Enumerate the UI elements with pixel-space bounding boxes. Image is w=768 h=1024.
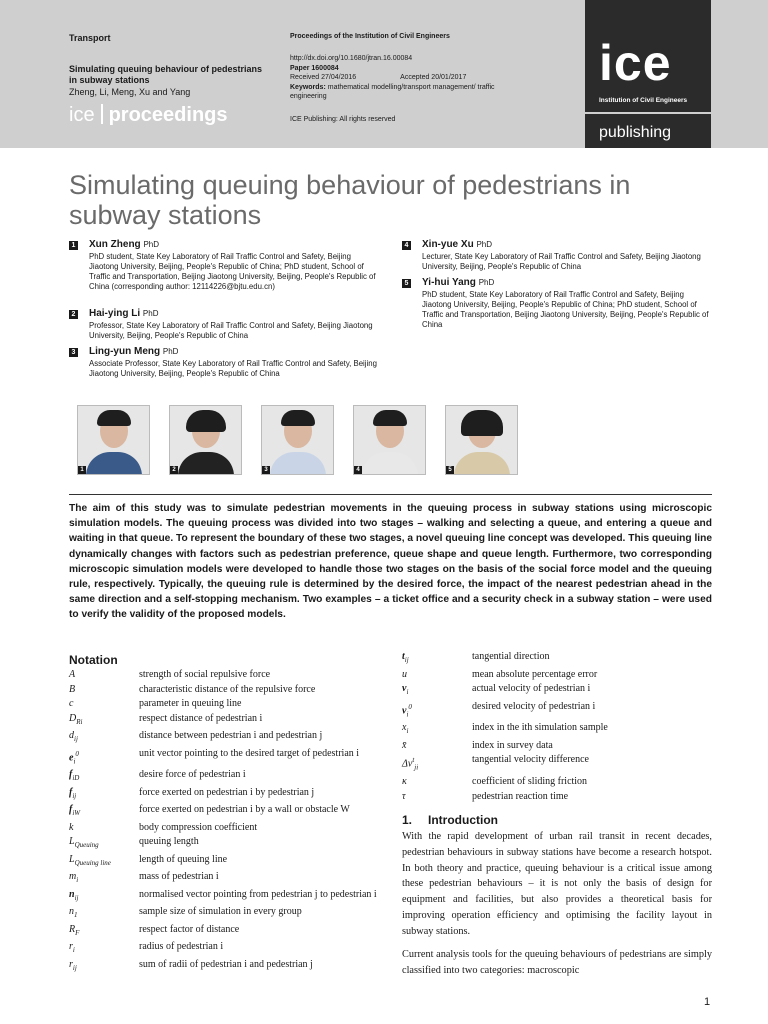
notation-row: $m_i$ mass of pedestrian i xyxy=(69,871,219,885)
notation-row: $D_{Ri}$ respect distance of pedestrian i xyxy=(69,712,263,726)
notation-row: A strength of social repulsive force xyxy=(69,669,271,680)
section-number: 1. xyxy=(402,813,413,827)
section-title: Introduction xyxy=(428,813,498,827)
logo-divider xyxy=(585,112,711,114)
notation-row: $v_i$ actual velocity of pedestrian i xyxy=(402,683,591,696)
notation-row: k body compression coefficient xyxy=(69,821,258,833)
author-affiliation: Associate Professor, State Key Laboratory of Rail Traffic Control and Safety, Beijing Jiaotong University, Beijing, People's Republic of China xyxy=(89,359,377,378)
notation-row: u mean absolute percentage error xyxy=(402,668,598,680)
keywords-label: Keywords: xyxy=(290,83,326,91)
author-photo-5 xyxy=(445,405,518,475)
notation-row: $v_i^0$ desired velocity of pedestrian i xyxy=(402,700,596,718)
notation-list-left xyxy=(69,668,379,975)
logo-institution: Institution of Civil Engineers xyxy=(599,97,688,104)
photo-label: 1 xyxy=(78,466,86,474)
author-affiliation: Professor, State Key Laboratory of Rail Traffic Control and Safety, Beijing Jiaotong University, Beijing, People's Republic of China xyxy=(89,321,373,340)
ice-proceedings-brand xyxy=(69,104,228,127)
notation-row: $L_{Queuing line}$ length of queuing line xyxy=(69,853,228,867)
brand-ice: ice xyxy=(69,104,95,126)
notation-row: $t_{ij}$ tangential direction xyxy=(402,651,550,664)
notation-row: $f_{iD}$ desire force of pedestrian i xyxy=(69,769,246,783)
author-affiliation: PhD student, State Key Laboratory of Rail Traffic Control and Safety, Beijing Jiaotong University, Beijing, People's Republic of China; PhD student, School of Traffic and Transportation, Beijing Jiaotong University, Beijing, People's Republic of China (corresponding author: 12114226@bjtu.edu.cn) xyxy=(89,252,376,291)
photo-label: 2 xyxy=(170,466,178,474)
author-photo-2 xyxy=(169,405,242,475)
author-name: Xin-yue Xu PhD xyxy=(422,239,493,250)
running-title: Simulating queuing behaviour of pedestrians in subway stations xyxy=(69,64,263,85)
intro-paragraph-1: With the rapid development of urban rail transit in recent decades, pedestrian behaviours in subway stations have become a research hotspot. In both theory and practice, queuing behaviour is a critical issue among these pedestrian behaviours – it is not only the basis of design for equipment and facilities, but also provides a theoretical basis for improving operation efficiency and optimising the facility layout in subway stations. xyxy=(402,831,712,937)
notation-row: κ coefficient of sliding friction xyxy=(402,776,588,788)
notation-row: B characteristic distance of the repulsive force xyxy=(69,683,316,695)
notation-row: c parameter in queuing line xyxy=(69,698,242,709)
notation-row: $n_{ij}$ normalised vector pointing from pedestrian j to pedestrian i xyxy=(69,888,377,902)
journal-header xyxy=(0,0,768,148)
author-affiliation: Lecturer, State Key Laboratory of Rail Traffic Control and Safety, Beijing Jiaotong University, Beijing, People's Republic of China xyxy=(422,252,701,271)
journal-name: Proceedings of the Institution of Civil Engineers xyxy=(290,33,450,40)
notation-row: $x_i$ index in the ith simulation sample xyxy=(402,722,608,736)
page-number: 1 xyxy=(704,996,711,1008)
article-meta xyxy=(290,54,520,102)
notation-list-right xyxy=(402,650,712,804)
photo-label: 5 xyxy=(446,466,454,474)
accepted-date: Accepted 20/01/2017 xyxy=(400,74,467,81)
author-photo-1 xyxy=(77,405,150,475)
notation-row: x̄ index in survey data xyxy=(402,739,553,751)
brand-separator xyxy=(101,104,103,124)
photo-label: 4 xyxy=(354,466,362,474)
notation-heading: Notation xyxy=(69,653,118,667)
logo-ice-word: ice xyxy=(599,35,672,91)
photo-label: 3 xyxy=(262,466,270,474)
author-number: 3 xyxy=(69,348,78,357)
intro-paragraph-2: Current analysis tools for the queuing behaviours of pedestrians are simply classified into two categories: macroscopic xyxy=(402,949,712,976)
notation-row: τ pedestrian reaction time xyxy=(402,790,569,802)
notation-row: $L_{Queuing}$ queuing length xyxy=(69,836,199,850)
author-name: Xun Zheng PhD xyxy=(89,239,160,250)
author-name: Yi-hui Yang PhD xyxy=(422,277,495,288)
author-affiliation: PhD student, State Key Laboratory of Rail Traffic Control and Safety, Beijing Jiaotong University, Beijing, People's Republic of China; PhD student, School of Traffic and Transportation, Beijing Jiaotong University, Beijing, People's Republic of China xyxy=(422,290,709,329)
running-authors: Zheng, Li, Meng, Xu and Yang xyxy=(69,87,191,97)
notation-row: $f_{ij}$ force exerted on pedestrian i by pedestrian j xyxy=(69,786,315,800)
author-number: 5 xyxy=(402,279,411,288)
received-date: Received 27/04/2016 xyxy=(290,74,357,81)
author-number: 1 xyxy=(69,241,78,250)
notation-row: $\Delta v^t_{ji}$ tangential velocity difference xyxy=(402,754,589,772)
paper-number: Paper 1600084 xyxy=(290,64,339,72)
notation-row: $e_i^0$ unit vector pointing to the desired target of pedestrian i xyxy=(69,747,360,765)
notation-row: $n_1$ sample size of simulation in every group xyxy=(69,906,302,920)
introduction-heading xyxy=(402,813,514,827)
author-number: 4 xyxy=(402,241,411,250)
notation-row: $f_{iW}$ force exerted on pedestrian i by a wall or obstacle W xyxy=(69,804,350,818)
author-photo-4 xyxy=(353,405,426,475)
keywords: mathematical modelling/transport management/ traffic engineering xyxy=(290,83,495,100)
article-title: Simulating queuing behaviour of pedestrians in subway stations xyxy=(69,170,631,230)
section-label: Transport xyxy=(69,33,111,43)
notation-row: $d_{ij}$ distance between pedestrian i and pedestrian j xyxy=(69,730,323,743)
author-number: 2 xyxy=(69,310,78,319)
abstract-divider xyxy=(69,494,712,495)
rights-notice: ICE Publishing: All rights reserved xyxy=(290,116,396,123)
ice-publishing-logo xyxy=(585,0,711,148)
logo-publishing: publishing xyxy=(599,124,672,141)
notation-row: $r_{ij}$ sum of radii of pedestrian i and pedestrian j xyxy=(69,958,313,972)
abstract: The aim of this study was to simulate pedestrian movements in the queuing process in subway stations using microscopic simulation models. The queuing process was divided into two stages – walking and selecting a queue, and entering a queue and waiting in that queue. To represent the boundary of these two stages, a novel queuing line concept was developed. This queuing line dynamically changes with factors such as pedestrian preference, queue shape and queue length. Furthermore, two corresponding microscopic simulation models were developed to handle those two stages on the basis of the social force model and the queuing rule, respectively. Typically, the queuing rule is determined by the desired force, the impact of the nearest pedestrian ahead in the same direction and a self-stopping mechanism. Two examples – a ticket office and a security check in a subway station – were used to verify the validity of the proposed models. xyxy=(69,503,712,621)
author-name: Hai-ying Li PhD xyxy=(89,308,159,319)
brand-proceedings: proceedings xyxy=(108,104,228,126)
author-photo-3 xyxy=(261,405,334,475)
author-name: Ling-yun Meng PhD xyxy=(89,346,179,357)
doi-link[interactable]: http://dx.doi.org/10.1680/jtran.16.00084 xyxy=(290,55,413,62)
notation-row: $R_F$ respect factor of distance xyxy=(69,923,240,937)
notation-row: $r_i$ radius of pedestrian i xyxy=(69,941,224,955)
